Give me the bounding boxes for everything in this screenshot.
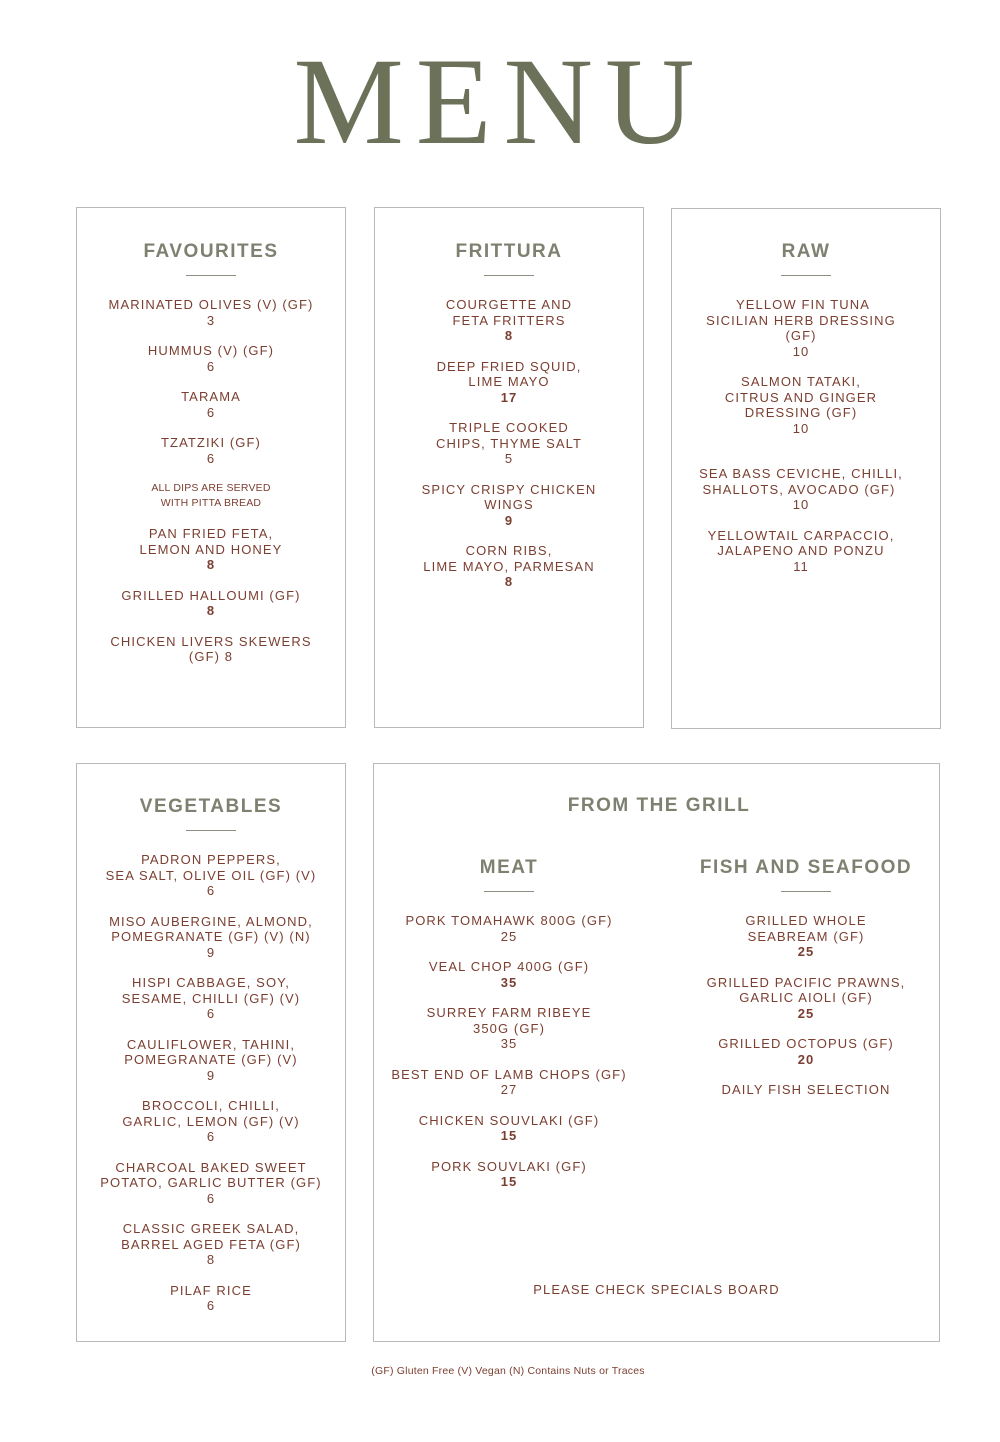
specials-note: PLEASE CHECK SPECIALS BOARD (533, 1282, 780, 1297)
menu-item (661, 374, 931, 436)
grill-heading (373, 796, 945, 815)
item-price: 9 (206, 944, 216, 960)
menu-item (76, 1098, 346, 1145)
item-name: SESAME, CHILLI (GF) (V) (121, 990, 301, 1006)
item-name: GARLIC, LEMON (GF) (V) (122, 1113, 300, 1129)
item-name: PADRON PEPPERS, (141, 852, 281, 867)
section-title: FAVOURITES (143, 241, 279, 262)
item-name: (GF) (785, 328, 817, 343)
item-price: 17 (500, 389, 518, 405)
section-divider (781, 275, 831, 276)
item-name: GRILLED PACIFIC PRAWNS, (706, 974, 906, 990)
item-price: 27 (500, 1082, 518, 1097)
menu-item (374, 913, 644, 944)
item-name: GARLIC AIOLI (GF) (739, 990, 873, 1005)
item-name: TZATZIKI (GF) (161, 435, 261, 450)
menu-item (661, 528, 931, 575)
menu-item (671, 1082, 941, 1098)
item-price: 10 (792, 343, 810, 359)
menu-item (671, 1036, 941, 1067)
favourites-column (76, 242, 346, 680)
item-name: LIME MAYO, PARMESAN (423, 558, 595, 574)
item-price: 10 (792, 497, 810, 512)
item-name: SPICY CRISPY CHICKEN (421, 481, 597, 497)
item-price: 6 (206, 358, 216, 374)
item-price: 35 (500, 974, 518, 990)
item-name: DEEP FRIED SQUID, (436, 358, 582, 374)
section-divider (484, 275, 534, 276)
item-price: 8 (206, 557, 216, 572)
item-price: 6 (206, 883, 216, 898)
item-name: BEST END OF LAMB CHOPS (GF) (391, 1066, 627, 1082)
item-price: 6 (206, 1006, 216, 1021)
vegetables-column (76, 797, 346, 1329)
fish-column (671, 858, 941, 1113)
item-name: HISPI CABBAGE, SOY, (132, 975, 290, 990)
raw-column (661, 242, 931, 589)
section-divider (186, 275, 236, 276)
item-price: 8 (206, 1252, 216, 1267)
item-name: LIME MAYO (468, 374, 550, 389)
menu-item (374, 482, 644, 529)
item-name: CITRUS AND GINGER (724, 389, 878, 405)
item-price: 15 (500, 1174, 518, 1189)
menu-item (374, 959, 644, 990)
item-name: (GF) 8 (188, 649, 234, 664)
item-price: 6 (206, 1298, 216, 1313)
note-line: ALL DIPS ARE SERVED (151, 482, 271, 494)
note-line: WITH PITTA BREAD (160, 497, 262, 509)
item-name: SICILIAN HERB DRESSING (706, 312, 896, 328)
item-name: CORN RIBS, (465, 543, 553, 558)
menu-item (76, 634, 346, 665)
meat-column (374, 858, 644, 1205)
item-name: DAILY FISH SELECTION (721, 1082, 891, 1097)
section-title: FRITTURA (455, 241, 563, 262)
item-price: 15 (500, 1128, 518, 1143)
item-price: 6 (206, 404, 216, 420)
item-name: POMEGRANATE (GF) (V) (124, 1052, 298, 1067)
item-name: BROCCOLI, CHILLI, (142, 1098, 280, 1113)
section-divider (781, 891, 831, 892)
dietary-legend: (GF) Gluten Free (V) Vegan (N) Contains Nuts or Traces (371, 1365, 645, 1377)
item-name: GRILLED OCTOPUS (GF) (718, 1036, 894, 1051)
item-name: SEA BASS CEVICHE, CHILLI, (699, 466, 903, 481)
menu-item (671, 913, 941, 960)
item-name: TARAMA (181, 389, 241, 404)
item-name: MARINATED OLIVES (V) (GF) (108, 297, 314, 312)
item-price: 6 (206, 1190, 216, 1206)
item-name: SHALLOTS, AVOCADO (GF) (702, 481, 896, 497)
item-price: 3 (206, 312, 216, 328)
item-price: 9 (206, 1067, 216, 1083)
menu-item (76, 1160, 346, 1207)
menu-item (76, 389, 346, 420)
item-price: 8 (206, 603, 216, 618)
item-name: SALMON TATAKI, (741, 374, 861, 389)
item-name: YELLOWTAIL CARPACCIO, (707, 527, 895, 543)
item-name: PAN FRIED FETA, (148, 526, 274, 541)
item-name: GRILLED WHOLE (745, 913, 867, 928)
item-name: 350G (GF) (472, 1020, 546, 1036)
item-price: 25 (500, 928, 518, 944)
dips-note (76, 481, 346, 511)
menu-item (76, 526, 346, 573)
item-name: GRILLED HALLOUMI (GF) (121, 587, 301, 603)
item-name: MISO AUBERGINE, ALMOND, (109, 913, 313, 929)
menu-item (374, 1067, 644, 1098)
item-name: PORK SOUVLAKI (GF) (431, 1158, 587, 1174)
item-name: HUMMUS (V) (GF) (147, 343, 275, 358)
menu-item (76, 975, 346, 1022)
item-price: 25 (797, 944, 815, 959)
item-name: CHICKEN LIVERS SKEWERS (110, 633, 312, 649)
meat-items (374, 913, 644, 1190)
item-name: SEABREAM (GF) (747, 928, 865, 944)
item-name: TRIPLE COOKED (449, 420, 569, 435)
item-name: PILAF RICE (170, 1282, 252, 1298)
section-divider (186, 830, 236, 831)
item-price: 25 (797, 1005, 815, 1021)
item-name: COURGETTE AND (445, 297, 573, 312)
menu-item (76, 435, 346, 466)
item-name: BARREL AGED FETA (GF) (121, 1236, 301, 1252)
item-price: 8 (504, 328, 514, 343)
section-title: RAW (781, 241, 831, 262)
item-name: CLASSIC GREEK SALAD, (122, 1221, 300, 1236)
menu-item (661, 297, 931, 359)
menu-item (76, 1283, 346, 1314)
item-name: POTATO, GARLIC BUTTER (GF) (100, 1175, 322, 1190)
frittura-column (374, 242, 644, 605)
item-price: 5 (504, 451, 514, 466)
vegetables-items (76, 852, 346, 1314)
item-name: CHIPS, THYME SALT (435, 435, 583, 451)
menu-title: MENU (293, 33, 707, 170)
item-name: CAULIFLOWER, TAHINI, (126, 1036, 296, 1052)
item-name: POMEGRANATE (GF) (V) (N) (111, 929, 311, 944)
section-title: VEGETABLES (139, 796, 283, 817)
item-name: CHICKEN SOUVLAKI (GF) (418, 1112, 600, 1128)
item-name: SEA SALT, OLIVE OIL (GF) (V) (105, 867, 317, 883)
menu-item (374, 543, 644, 590)
item-price: 6 (206, 450, 216, 466)
item-price: 11 (793, 558, 809, 574)
item-name: SURREY FARM RIBEYE (426, 1005, 592, 1020)
menu-item (76, 297, 346, 328)
menu-item (661, 466, 931, 513)
raw-items (661, 297, 931, 574)
menu-item (76, 1221, 346, 1268)
item-name: LEMON AND HONEY (139, 541, 283, 557)
item-name: DRESSING (GF) (744, 405, 858, 420)
section-title: FROM THE GRILL (567, 795, 751, 816)
frittura-items (374, 297, 644, 590)
item-name: YELLOW FIN TUNA (735, 297, 870, 312)
item-price: 35 (500, 1036, 518, 1051)
item-name: JALAPENO AND PONZU (717, 543, 885, 558)
menu-item (374, 1005, 644, 1052)
menu-item (76, 914, 346, 961)
item-name: VEAL CHOP 400G (GF) (428, 959, 590, 974)
item-price: 8 (504, 574, 514, 589)
section-title: FISH AND SEAFOOD (699, 857, 913, 878)
menu-item (374, 297, 644, 344)
item-name: WINGS (484, 497, 534, 512)
section-title: MEAT (479, 857, 539, 878)
menu-item (374, 1159, 644, 1190)
menu-item (671, 975, 941, 1022)
item-price: 10 (792, 420, 810, 436)
menu-item (374, 420, 644, 467)
item-price: 20 (797, 1051, 815, 1067)
menu-item (374, 359, 644, 406)
section-divider (484, 891, 534, 892)
menu-item (76, 852, 346, 899)
item-price: 6 (206, 1129, 216, 1144)
menu-item (374, 1113, 644, 1144)
fish-items (671, 913, 941, 1098)
menu-item (76, 588, 346, 619)
menu-item (76, 343, 346, 374)
item-price: 9 (504, 512, 514, 528)
menu-item (76, 1037, 346, 1084)
item-name: PORK TOMAHAWK 800G (GF) (405, 913, 613, 928)
item-name: CHARCOAL BAKED SWEET (115, 1159, 307, 1175)
favourites-items (76, 297, 346, 665)
item-name: FETA FRITTERS (452, 312, 566, 328)
